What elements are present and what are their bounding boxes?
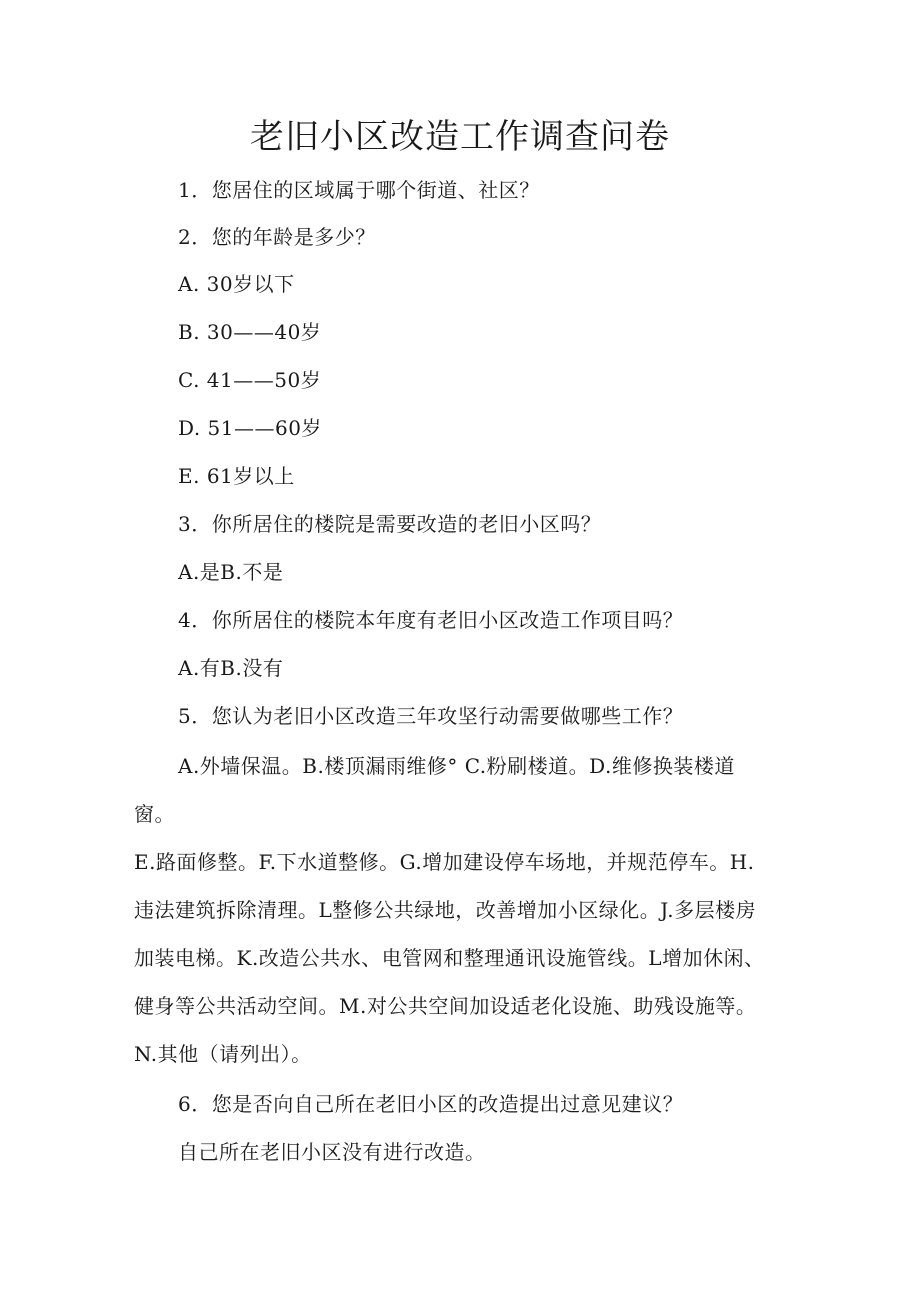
- q2-option-a: A. 30岁以下: [178, 272, 295, 296]
- q5-options-line-1: A.外墙保温。B.楼顶漏雨维修° C.粉刷楼道。D.维修换装楼道: [178, 754, 735, 778]
- q5-options-line-3: E.路面修整。F.下水道整修。G.增加建设停车场地，并规范停车。H.: [134, 850, 755, 874]
- q6-answer: 自己所在老旧小区没有进行改造。: [178, 1140, 486, 1164]
- q2-option-b: B. 30——40岁: [178, 320, 322, 344]
- q5-options-line-5: 加装电梯。K.改造公共水、电管网和整理通讯设施管线。L增加休闲、: [134, 946, 765, 970]
- q2-option-e: E. 61岁以上: [178, 464, 295, 488]
- document-title: 老旧小区改造工作调查问卷: [250, 117, 670, 157]
- question-2: 2．您的年龄是多少？: [178, 225, 376, 249]
- q5-options-line-7: N.其他（请列出）。: [134, 1042, 312, 1066]
- question-1: 1．您居住的区域属于哪个街道、社区？: [178, 178, 540, 202]
- q3-options: A.是B.不是: [178, 560, 284, 584]
- q2-option-d: D. 51——60岁: [178, 416, 322, 440]
- q5-options-line-6: 健身等公共活动空间。M.对公共空间加设适老化设施、助残设施等。: [134, 994, 757, 1018]
- q2-option-c: C. 41——50岁: [178, 368, 322, 392]
- question-6: 6．您是否向自己所在老旧小区的改造提出过意见建议？: [178, 1092, 684, 1116]
- q4-options: A.有B.没有: [178, 656, 284, 680]
- question-4: 4．你所居住的楼院本年度有老旧小区改造工作项目吗？: [178, 608, 684, 632]
- q5-options-line-4: 违法建筑拆除清理。L整修公共绿地，改善增加小区绿化。J.多层楼房: [134, 898, 757, 922]
- q5-options-line-2: 窗。: [134, 802, 175, 826]
- question-5: 5．您认为老旧小区改造三年攻坚行动需要做哪些工作？: [178, 704, 684, 728]
- question-3: 3．你所居住的楼院是需要改造的老旧小区吗？: [178, 512, 602, 536]
